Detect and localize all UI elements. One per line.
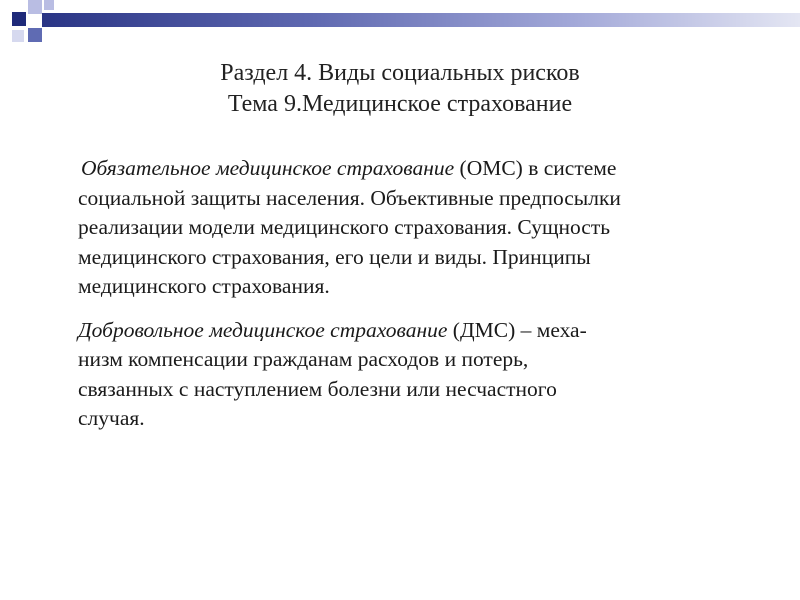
paragraph-text: (ДМС) – меха- — [447, 317, 587, 342]
paragraph-line — [78, 316, 778, 346]
decor-square-icon — [12, 30, 24, 42]
paragraph-line: медицинского страхования. — [78, 274, 330, 298]
term-dms: Добровольное медицинское страхование — [78, 317, 448, 342]
paragraph-text: (ОМС) в системе — [454, 156, 617, 180]
header-decoration — [0, 0, 800, 52]
decor-square-icon — [44, 0, 54, 10]
decor-gradient-bar — [42, 13, 800, 27]
decor-square-icon — [28, 28, 42, 42]
term-oms: Обязательное медицинское страхование — [81, 156, 455, 180]
title-line-topic: Тема 9.Медицинское страхование — [227, 91, 573, 117]
decor-square-icon — [28, 0, 42, 14]
paragraph-line: низм компенсации гражданам расходов и потерь, — [78, 347, 529, 371]
title-line-section: Раздел 4. Виды социальных рисков — [220, 60, 580, 86]
paragraph-line: реализации модели медицинского страхования. Сущность — [78, 215, 611, 239]
slide-body — [78, 154, 778, 434]
slide-title — [0, 58, 800, 120]
paragraph-line: связанных с наступлением болезни или несчастного — [78, 376, 557, 401]
paragraph-line — [78, 154, 778, 184]
paragraph-line: случая. — [78, 406, 145, 430]
paragraph-line: социальной защиты населения. Объективные предпосылки — [78, 185, 621, 210]
paragraph-line: медицинского страхования, его цели и виды. Принципы — [78, 244, 591, 269]
decor-square-icon — [12, 12, 26, 26]
paragraph-oms — [78, 154, 778, 302]
paragraph-dms — [78, 316, 778, 434]
